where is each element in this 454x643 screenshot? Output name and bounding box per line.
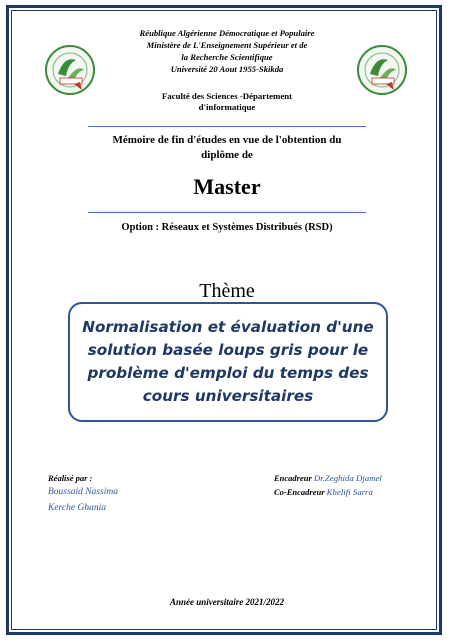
- supervisor-line: [274, 473, 382, 483]
- thesis-title-line2: solution basée loups gris pour le: [87, 341, 369, 359]
- memoire-line1: Mémoire de fin d'études en vue de l'obtention du: [112, 134, 342, 146]
- header-university: Université 20 Aout 1955-Skikda: [170, 64, 284, 74]
- thesis-title-line3: problème d'emploi du temps des: [87, 364, 369, 382]
- thesis-title-line1: Normalisation et évaluation d'une: [82, 318, 374, 336]
- degree-title: Master: [193, 174, 261, 199]
- divider-bottom: [88, 212, 366, 213]
- thesis-title-line4: cours universitaires: [142, 387, 314, 405]
- thesis-title-box: [68, 302, 388, 422]
- cosupervisor-label: Co-Encadreur: [274, 487, 325, 497]
- supervisor-name: Dr.Zeghida Djamel: [313, 473, 382, 483]
- supervisor-label: Encadreur: [274, 473, 312, 483]
- header-republic: Réublique Algérienne Démocratique et Populaire: [139, 28, 315, 38]
- header-ministry: Ministère de L'Enseignement Supérieur et de: [146, 40, 308, 50]
- memoire-line2: diplôme de: [201, 149, 253, 161]
- faculty-name: Faculté des Sciences -Département: [161, 91, 293, 101]
- cosupervisor-name: Khelifi Sarra: [326, 487, 373, 497]
- cosupervisor-line: [274, 487, 373, 497]
- theme-label: Thème: [199, 280, 255, 302]
- department-name: d'informatique: [198, 102, 256, 112]
- header-research: la Recherche Scientifique: [181, 52, 273, 62]
- author-name-1: Boussaid Nassima: [48, 487, 118, 497]
- option-specialty: Option : Réseaux et Systèmes Distribués (RSD): [121, 222, 333, 233]
- divider-top: [88, 126, 366, 127]
- author-name-2: Kerche Ghania: [48, 503, 106, 513]
- authors-label: Réalisé par :: [48, 473, 93, 483]
- academic-year: Année universitaire 2021/2022: [169, 597, 284, 607]
